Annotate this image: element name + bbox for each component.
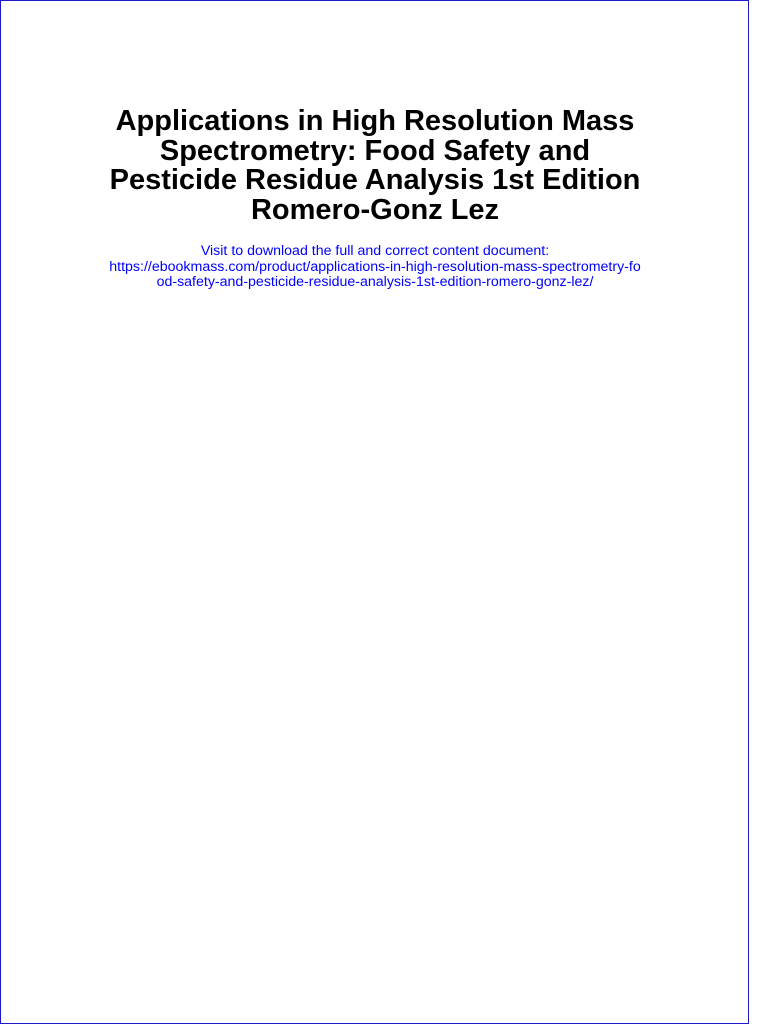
title-line-3: Pesticide Residue Analysis 1st Edition [109,164,641,196]
download-prompt-text: Visit to download the full and correct content document: [200,243,550,259]
document-title [41,107,709,225]
download-link-line-1[interactable]: https://ebookmass.com/product/applications-in-high-resolution-mass-spectrometry-fo [109,258,641,275]
download-link-block [41,244,709,291]
title-line-2: Spectrometry: Food Safety and [159,134,591,167]
download-link[interactable] [41,260,709,291]
download-link-line-2[interactable]: od-safety-and-pesticide-residue-analysis-1st-edition-romero-gonz-lez/ [156,274,594,290]
title-line-4: Romero-Gonz Lez [250,193,500,226]
title-line-1: Applications in High Resolution Mass [115,105,635,137]
